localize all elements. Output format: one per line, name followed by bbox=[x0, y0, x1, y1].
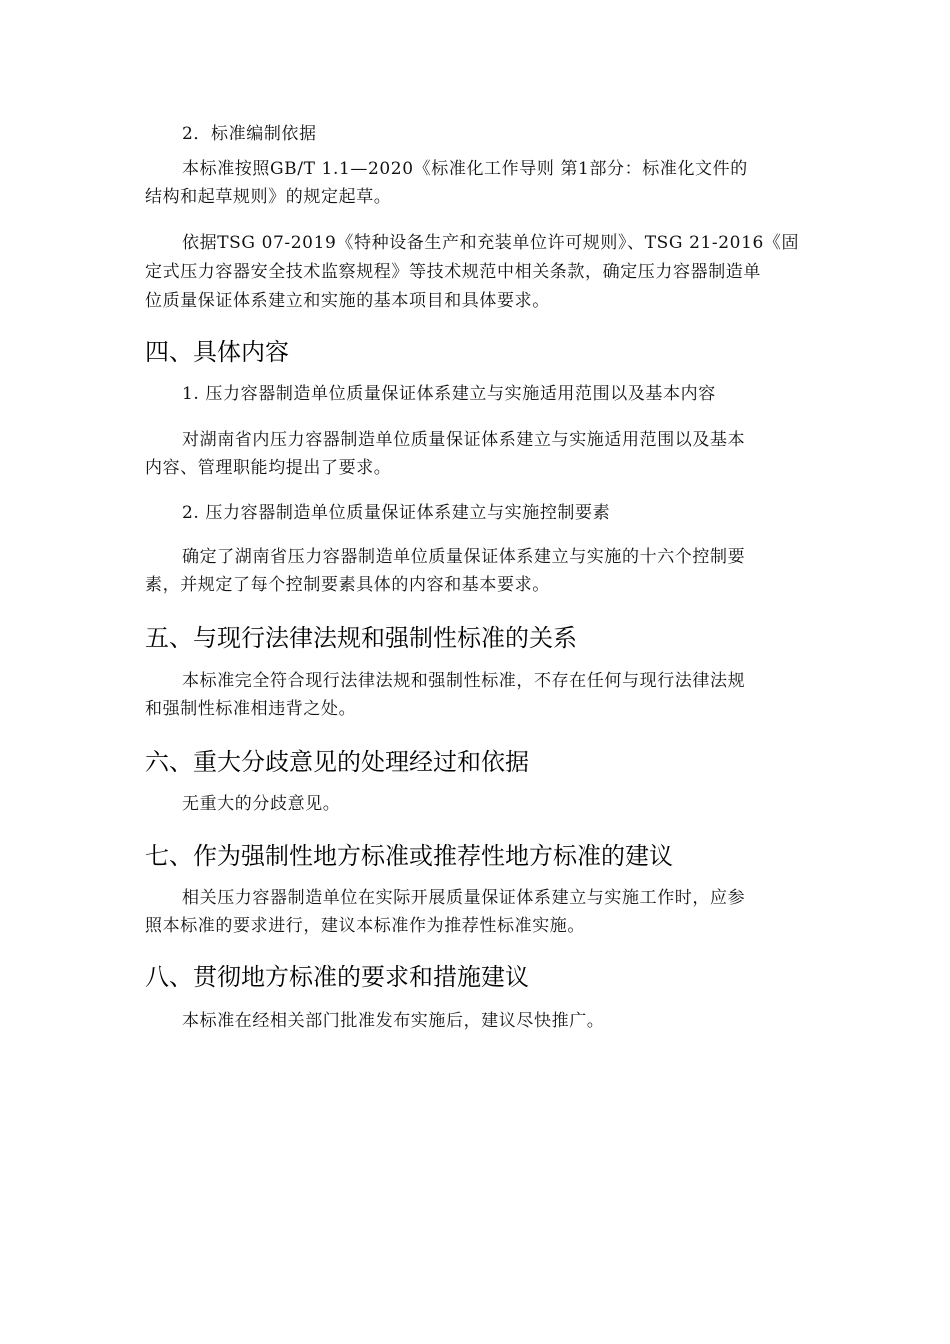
paragraph-line: 内容、管理职能均提出了要求。 bbox=[145, 458, 392, 478]
subheading-4-1: 1. 压力容器制造单位质量保证体系建立与实施适用范围以及基本内容 bbox=[182, 384, 716, 404]
paragraph-line: 结构和起草规则》的规定起草。 bbox=[145, 187, 392, 207]
section-heading-8: 八、贯彻地方标准的要求和措施建议 bbox=[145, 963, 529, 991]
section-heading-7: 七、作为强制性地方标准或推荐性地方标准的建议 bbox=[145, 842, 673, 870]
paragraph-line: 和强制性标准相违背之处。 bbox=[145, 699, 357, 719]
paragraph-line: 本标准在经相关部门批准发布实施后，建议尽快推广。 bbox=[182, 1011, 605, 1031]
paragraph-line: 素，并规定了每个控制要素具体的内容和基本要求。 bbox=[145, 575, 550, 595]
section-heading-4: 四、具体内容 bbox=[145, 338, 289, 366]
subheading-4-2: 2. 压力容器制造单位质量保证体系建立与实施控制要素 bbox=[182, 503, 611, 523]
paragraph-line: 本标准完全符合现行法律法规和强制性标准，不存在任何与现行法律法规 bbox=[182, 671, 746, 691]
section-heading-5: 五、与现行法律法规和强制性标准的关系 bbox=[145, 624, 577, 652]
section-heading-6: 六、重大分歧意见的处理经过和依据 bbox=[145, 748, 529, 776]
paragraph-line: 对湖南省内压力容器制造单位质量保证体系建立与实施适用范围以及基本 bbox=[182, 430, 746, 450]
paragraph-line: 依据TSG 07-2019《特种设备生产和充装单位许可规则》、TSG 21-2016《固 bbox=[182, 233, 800, 253]
paragraph-line: 无重大的分歧意见。 bbox=[182, 794, 341, 814]
paragraph-line: 相关压力容器制造单位在实际开展质量保证体系建立与实施工作时，应参 bbox=[182, 888, 746, 908]
paragraph-line: 定式压力容器安全技术监察规程》等技术规范中相关条款，确定压力容器制造单 bbox=[145, 262, 761, 282]
paragraph-line: 照本标准的要求进行，建议本标准作为推荐性标准实施。 bbox=[145, 916, 585, 936]
paragraph-line: 本标准按照GB/T 1.1—2020《标准化工作导则 第1部分：标准化文件的 bbox=[182, 159, 748, 179]
paragraph-line: 确定了湖南省压力容器制造单位质量保证体系建立与实施的十六个控制要 bbox=[182, 547, 746, 567]
paragraph-line: 位质量保证体系建立和实施的基本项目和具体要求。 bbox=[145, 291, 550, 311]
subheading-basis: 2．标准编制依据 bbox=[182, 124, 317, 144]
